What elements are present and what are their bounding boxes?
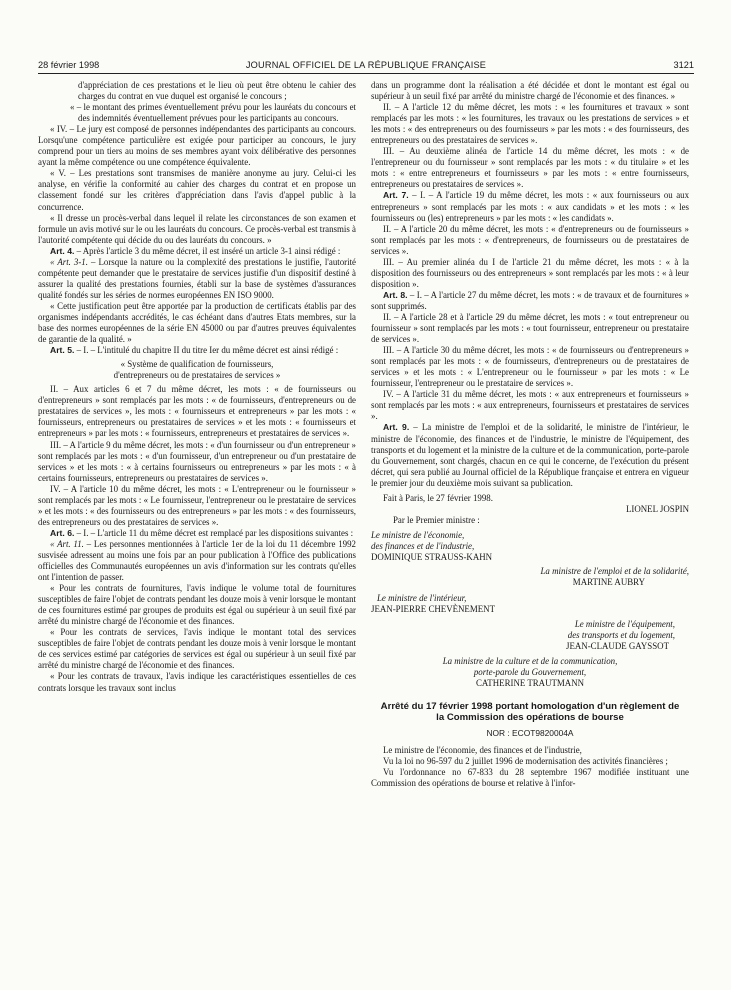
signatory-title: Le ministre de l'économie, [371, 529, 465, 540]
header-title: JOURNAL OFFICIEL DE LA RÉPUBLIQUE FRANÇAISE [245, 60, 487, 70]
chapter-title: « Système de qualification de fournisseurs, [120, 359, 274, 370]
paragraph: « Pour les contrats de fournitures, l'avis indique le volume total de fournitures susceptibles de faire l'objet de contrats pendant les douze mois à venir lorsque le montant de ces fournitures estimé par groupes de produits est égal ou supérieur à un seuil fixé par arrêté du ministre chargé de l'économie et des finances. [38, 583, 356, 627]
paragraph: dans un programme dont la réalisation a été décidée et dont le montant est égal ou supérieur à un seuil fixé par arrêté du ministre chargé de l'économie et des finances. » [371, 80, 689, 102]
article-label: Art. 8. [383, 289, 408, 300]
fait-a-paris: Fait à Paris, le 27 février 1998. [383, 492, 493, 503]
signatory-name: CATHERINE TRAUTMANN [475, 678, 585, 689]
paragraph: II. – A l'article 20 du même décret, les mots : « d'entrepreneurs ou de fournisseurs » sont remplacés par les mots : « d'entrepreneurs, de fournisseurs ou de prestataires de services ». [371, 223, 689, 256]
signatory-title: Le ministre de l'intérieur, [377, 593, 467, 604]
article-label: Art. 5. [50, 345, 75, 356]
article-5: Art. 5. – I. – L'intitulé du chapitre II du titre Ier du même décret est ainsi rédigé : [50, 345, 339, 356]
paragraph: III. – Au premier alinéa du I de l'article 21 du même décret, les mots : « à la disposition des fournisseurs ou des entrepreneurs » sont remplacés par les mots : « à leur disposition ». [371, 256, 689, 289]
article-label: Art. 9. [383, 422, 410, 433]
paragraph: « Pour les contrats de services, l'avis indique le montant total des services susceptibles de faire l'objet de contrats pendant les douze mois à venir lorsque le montant de ces services estimé par catégories de services est égal ou supérieur à un seuil fixé par arrêté du ministre chargé de l'économie et des finances. [38, 627, 356, 671]
paragraph: d'appréciation de ces prestations et le lieu où peut être obtenu le cahier des charges du contrat en vue duquel est organisé le concours ; [78, 80, 356, 102]
signatory-title: Le ministre de l'équipement, [574, 619, 675, 630]
left-column [38, 80, 356, 694]
article-7: Art. 7. – I. – A l'article 19 du même décret, les mots : « aux fournisseurs ou aux entrepreneurs » sont remplacés par les mots : « aux candidats » et les mots : « les fournisseurs ou (les) entrepreneurs » par les mots : « les candidats ». [371, 190, 690, 223]
signatory-name: DOMINIQUE STRAUSS-KAHN [371, 551, 493, 562]
header-page-number: 3121 [673, 60, 694, 70]
paragraph: IV. – A l'article 10 du même décret, les mots : « L'entrepreneur ou le fournisseur » sont remplacés par les mots : « Le fournisseur, l'entrepreneur ou le prestataire de services » et les mots : « des fournisseurs ou des entrepreneurs » par les mots : « des fournisseurs, des entrepreneurs ou des prestataires de services ». [38, 483, 356, 527]
par-le-premier-ministre: Par le Premier ministre : [393, 514, 480, 525]
paragraph: « V. – Les prestations sont transmises de manière anonyme au jury. Celui-ci les analyse, en vérifie la conformité au cahier des charges du contrat et en propose un classement fondé sur les critères d'appréciation dans l'avis d'appel public à la concurrence. [38, 168, 356, 212]
signature-prime-minister: LIONEL JOSPIN [625, 503, 689, 514]
signatory-title: La ministre de la culture et de la communication, [442, 656, 618, 667]
paragraph: III. – A l'article 9 du même décret, les mots : « d'un fournisseur ou d'un entrepreneur » sont remplacés par les mots : « d'un fournisseur, d'un entrepreneur ou d'un prestataire de services » et les mots : « à certains fournisseurs ou entrepreneurs » par les mots : « à certains fournisseurs, entrepreneurs ou prestataires de services ». [38, 439, 356, 483]
article-label: Art. 6. [50, 527, 75, 538]
paragraph: III. – Au deuxième alinéa de l'article 14 du même décret, les mots : « de l'entrepreneur ou du fournisseur » sont remplacés par les mots : « du titulaire » et les mots : « entre entrepreneurs et fournisseurs » par les mots : « entre fournisseurs, entrepreneurs ou prestataires de services ». [371, 146, 689, 190]
article-8: Art. 8. – I. – A l'article 27 du même décret, les mots : « de travaux et de fournitures » sont supprimés. [371, 289, 690, 311]
paragraph: Le ministre de l'économie, des finances et de l'industrie, [383, 744, 582, 755]
article-label: Art. 7. [383, 190, 409, 201]
right-column [371, 80, 689, 789]
chapter-title: d'entrepreneurs ou de prestataires de services » [113, 370, 281, 381]
paragraph: Vu la loi no 96-597 du 2 juillet 1996 de modernisation des activités financières ; [383, 755, 668, 766]
signatory-name: JEAN-CLAUDE GAYSSOT [566, 641, 669, 652]
article-4: Art. 4. – Après l'article 3 du même décret, il est inséré un article 3-1 ainsi rédigé : [50, 245, 341, 256]
paragraph: « Pour les contrats de travaux, l'avis indique les caractéristiques essentielles de ces contrats lorsque les travaux sont inclus [38, 671, 356, 693]
nor-reference: NOR : ECOT9820004A [486, 728, 574, 739]
article-label: Art. 4. [50, 245, 75, 256]
page-header [38, 60, 694, 74]
paragraph: « IV. – Le jury est composé de personnes indépendantes des participants au concours. Lorsqu'une compétence particulière est exigée pour participer au concours, le jury comprend pour un tiers au moins de ses membres ayant voix délibérative des personnes ayant la même compétence ou une compétence équivalente. [38, 124, 356, 168]
arrete-title: Arrêté du 17 février 1998 portant homologation d'un règlement de la Commission des opérations de bourse [380, 701, 680, 724]
article-label: « Art. 3-1. [50, 256, 88, 267]
paragraph: « – le montant des primes éventuellement prévu pour les lauréats du concours et des indemnités éventuellement prévues pour les participants au concours. [70, 102, 356, 124]
signatory-name: MARTINE AUBRY [572, 577, 645, 588]
paragraph: II. – Aux articles 6 et 7 du même décret, les mots : « de fournisseurs ou d'entrepreneurs » sont remplacés par les mots : « de fournisseurs, d'entrepreneurs ou de prestataires de services », les mots : « fournisseurs et entrepreneurs » par les mots : « fournisseurs, entrepreneurs ou prestataires de services » et les mots : « fournisseurs et entrepreneurs » par les mots : « fournisseurs, entrepreneurs et prestataires de services ». [38, 384, 356, 439]
signatory-title: des transports et du logement, [567, 630, 675, 641]
paragraph: « Il dresse un procès-verbal dans lequel il relate les circonstances de son examen et formule un avis motivé sur le ou les lauréats du concours. Ce procès-verbal est transmis à l'autorité compétente qui décide du ou des lauréats du concours. » [38, 212, 356, 245]
paragraph: « Cette justification peut être apportée par la production de certificats établis par des organismes indépendants accrédités, le cas échéant dans d'autres Etats membres, sur la base des normes européennes de la série EN 45000 ou par d'autres preuves équivalentes de garantie de la qualité. » [38, 300, 356, 345]
article-6: Art. 6. – I. – L'article 11 du même décret est remplacé par les dispositions suivantes : [50, 527, 354, 538]
article-9: Art. 9. – La ministre de l'emploi et de la solidarité, le ministre de l'intérieur, le ministre de l'économie, des finances et de l'industrie, le ministre de l'équipement, des transports et du logement et la ministre de la culture et de la communication, porte-parole du Gouvernement, sont chargés, chacun en ce qui le concerne, de l'exécution du présent décret, qui sera publié au Journal officiel de la République française et entrera en vigueur le premier jour du deuxième mois suivant sa publication. [371, 422, 689, 488]
signatory-title: porte-parole du Gouvernement, [473, 667, 587, 678]
header-rule [38, 73, 694, 74]
paragraph: II. – A l'article 28 et à l'article 29 du même décret, les mots : « tout entrepreneur ou fournisseur » sont remplacés par les mots : « tout fournisseur, entrepreneur ou prestataire de services ». [371, 311, 689, 345]
paragraph: II. – A l'article 12 du même décret, les mots : « les fournitures et travaux » sont remplacés par les mots : « les fournitures, les travaux ou les prestations de services » et les mots : « des entrepreneurs ou des fournisseurs » par les mots : « des fournisseurs, des entrepreneurs ou des prestataires de services ». [371, 102, 689, 146]
signatory-title: La ministre de l'emploi et de la solidarité, [540, 566, 689, 577]
article-label: « Art. 11. [50, 538, 84, 549]
signatory-name: JEAN-PIERRE CHEVÈNEMENT [371, 604, 495, 615]
paragraph: Vu l'ordonnance no 67-833 du 28 septembre 1967 modifiée instituant une Commission des opérations de bourse et relative à l'infor- [371, 766, 689, 788]
article-11: « Art. 11. – Les personnes mentionnées à l'article 1er de la loi du 11 décembre 1992 susvisée adressent au moins une fois par an pour publication à l'Office des publications officielles des Communautés européennes un avis d'information sur les contrats qu'elles ont l'intention de passer. [38, 538, 356, 583]
paragraph: III. – A l'article 30 du même décret, les mots : « de fournisseurs ou d'entrepreneurs » sont remplacés par les mots : « de fournisseurs, d'entrepreneurs ou de prestataires de services » et les mots : « L'entrepreneur ou le fournisseur » par les mots : « Le fournisseur, l'entrepreneur ou le prestataire de services ». [371, 345, 689, 389]
signatory-title: des finances et de l'industrie, [371, 540, 475, 551]
paragraph: IV. – A l'article 31 du même décret, les mots : « aux entrepreneurs et fournisseurs » sont remplacés par les mots : « aux entrepreneurs, fournisseurs et prestataires de services ». [371, 389, 689, 422]
header-date: 28 février 1998 [38, 60, 100, 70]
article-3-1: « Art. 3-1. – Lorsque la nature ou la complexité des prestations le justifie, l'autorité compétente peut demander que le prestataire de services justifie d'un dispositif destiné à assurer la qualité des prestations fournies, établi sur la base de systèmes d'assurances qualité fondés sur les séries de normes européennes EN ISO 9000. [38, 256, 356, 300]
